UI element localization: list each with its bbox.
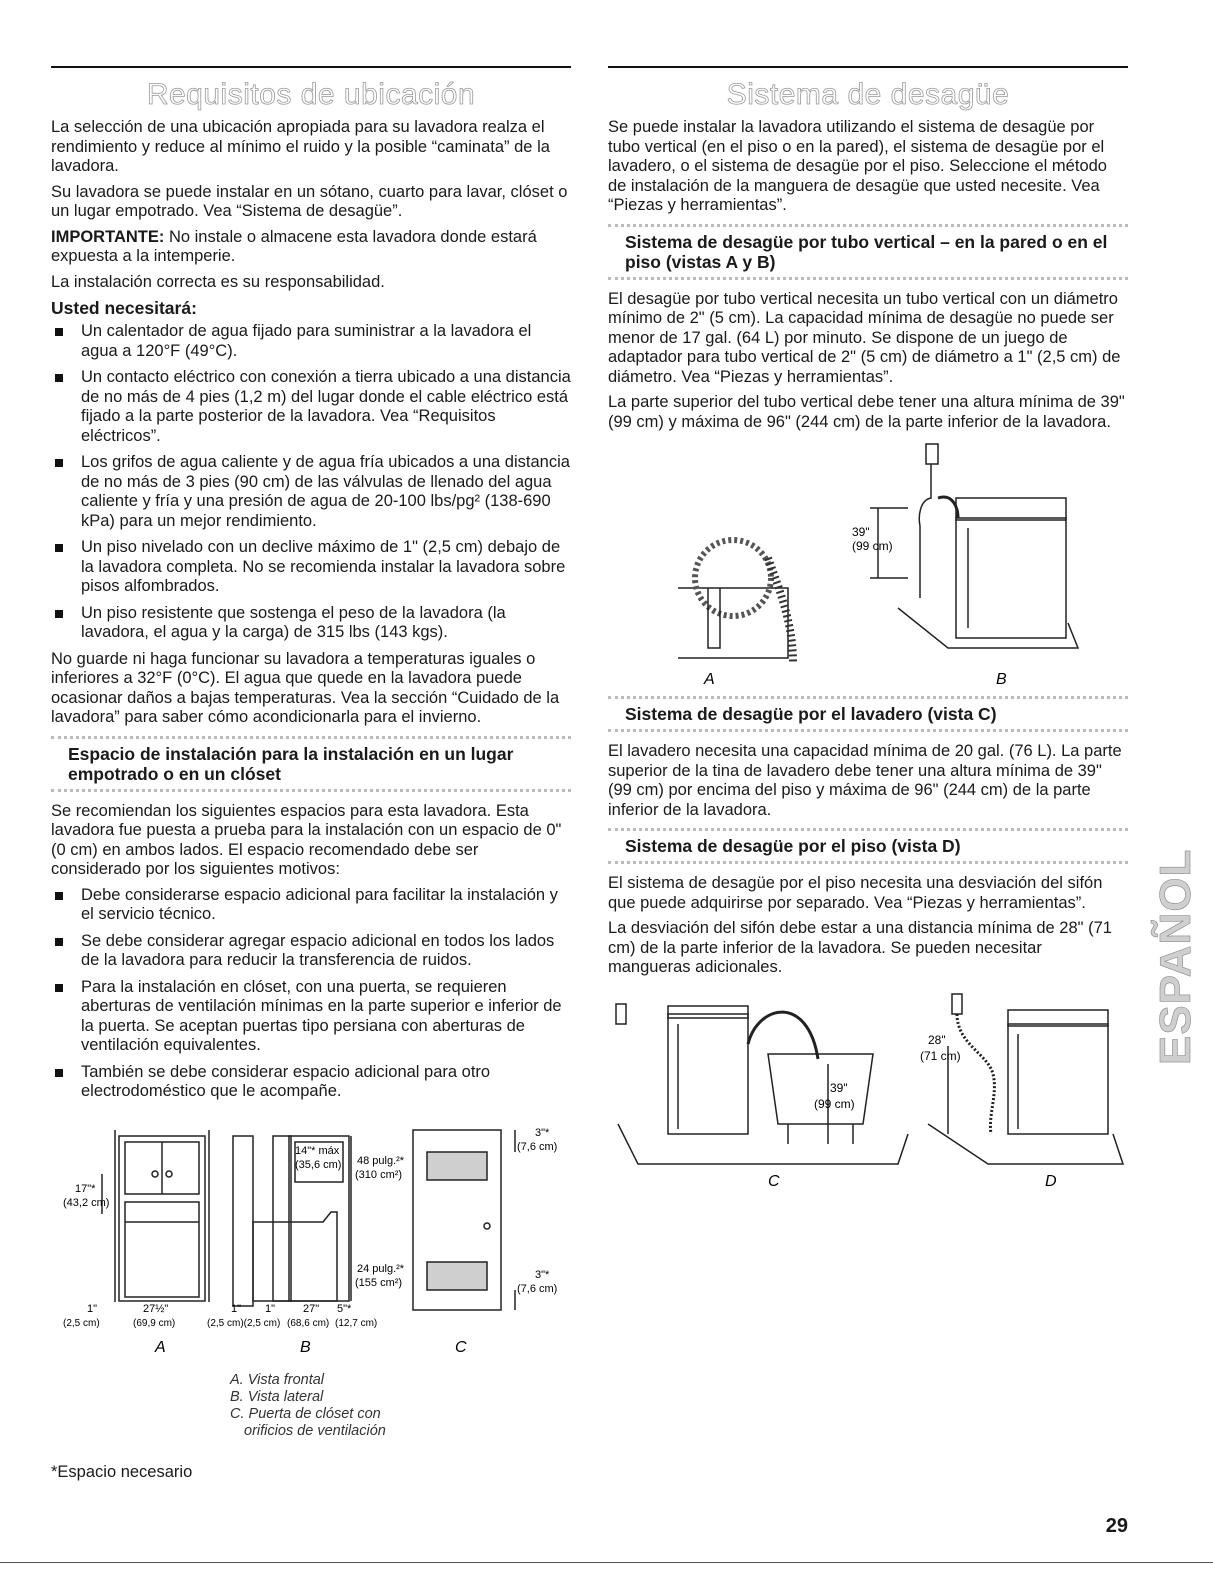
fig-caption-c: C bbox=[455, 1339, 467, 1356]
floor-text-2: La desviación del sifón debe estar a una distancia mínima de 28" (71 cm) de la parte inferior de la lavadora. Se pueden necesitar mangueras adicionales. bbox=[608, 919, 1112, 976]
bullet-icon bbox=[55, 892, 63, 900]
recess-list bbox=[51, 886, 571, 1102]
dim-a-17cm: (43,2 cm) bbox=[63, 1197, 110, 1209]
bullet-icon bbox=[55, 1069, 63, 1077]
tub-heading-box bbox=[608, 696, 1128, 732]
closet-door-figure bbox=[413, 1130, 515, 1310]
bullet-icon bbox=[55, 938, 63, 946]
dim-c-3bcm: (7,6 cm) bbox=[517, 1283, 558, 1295]
dim-b-27cm: (68,6 cm) bbox=[287, 1318, 330, 1329]
dim-b-5: 5"* bbox=[337, 1303, 352, 1315]
language-tab-label: ESPAÑOL bbox=[1151, 848, 1200, 1065]
legend-c: C. Puerta de clóset con bbox=[230, 1406, 381, 1422]
standpipe-text-2: La parte superior del tubo vertical debe tener una altura mínima de 39" (99 cm) y máxima de 96" (244 cm) de la parte inferior de la lavadora. bbox=[608, 393, 1125, 431]
dim-b-24: 24 pulg.²* bbox=[357, 1263, 405, 1275]
standpipe-diagram bbox=[608, 438, 1128, 688]
need-heading: Usted necesitará: bbox=[51, 298, 197, 318]
important-note bbox=[51, 228, 571, 267]
bullet-icon bbox=[55, 984, 63, 992]
standpipe-heading: Sistema de desagüe por tubo vertical – en la pared o en el piso (vistas A y B) bbox=[625, 231, 1108, 272]
dim-b-5cm: (12,7 cm) bbox=[335, 1318, 378, 1329]
standpipe-view-b bbox=[870, 444, 1078, 648]
fig-caption-b: B bbox=[300, 1339, 311, 1356]
tub-heading: Sistema de desagüe por el lavadero (vista C) bbox=[625, 704, 997, 724]
list-item: También se debe considerar espacio adicional para otro electrodoméstico que le acompañe. bbox=[51, 1063, 571, 1102]
tub-height-cm: (99 cm) bbox=[814, 1096, 855, 1111]
right-column bbox=[608, 66, 1128, 1194]
bullet-icon bbox=[55, 374, 63, 382]
section-title-location: Requisitos de ubicación bbox=[146, 78, 476, 111]
fig-caption-d: D bbox=[1045, 1172, 1057, 1190]
tub-height: 39" bbox=[830, 1080, 848, 1095]
dim-c-3b: 3"* bbox=[535, 1269, 550, 1281]
dim-a-1cm: (2,5 cm) bbox=[63, 1318, 100, 1329]
list-item: Un piso resistente que sostenga el peso de la lavadora (la lavadora, el agua y la carga) de 315 lbs (143 kgs). bbox=[51, 604, 571, 643]
list-item: Los grifos de agua caliente y de agua fría ubicados a una distancia de no más de 3 pies (90 cm) de las válvulas de llenado del agua caliente y fría y una presión de agua de 20-100 lbs/pg² (138-690 kPa) para un mejor rendimiento. bbox=[51, 453, 571, 531]
dim-b-1cm: (2,5 cm)(2,5 cm) bbox=[207, 1318, 281, 1329]
bullet-icon bbox=[55, 459, 63, 467]
standpipe-text-1: El desagüe por tubo vertical necesita un tubo vertical con un diámetro mínimo de 2" (5 cm). La capacidad mínima de desagüe no puede ser menor de 17 gal. (64 L) por minuto. Se dispone de un juego de adaptador para tubo vertical de 2" (5 cm) de diámetro a 1" (2,5 cm) de diámetro. Vea “Piezas y herramientas”. bbox=[608, 289, 1121, 386]
legend-b: B. Vista lateral bbox=[230, 1389, 324, 1405]
drain-intro: Se puede instalar la lavadora utilizando el sistema de desagüe por tubo vertical (en el piso o en la pared), el sistema de desagüe por el lavadero, o el sistema de desagüe por el piso. Seleccione el método de instalación de la manguera de desagüe que usted necesite. Vea “Piezas y herramientas”. bbox=[608, 118, 1107, 214]
list-item: Se debe considerar agregar espacio adicional en todos los lados de la lavadora para reducir la transferencia de ruidos. bbox=[51, 932, 571, 971]
floor-text-1: El sistema de desagüe por el piso necesita una desviación del sifón que puede adquirirse por separado. Vea “Piezas y herramientas”. bbox=[608, 874, 1103, 912]
fig-caption-c: C bbox=[768, 1172, 780, 1190]
dim-c-3acm: (7,6 cm) bbox=[517, 1141, 558, 1153]
left-column bbox=[51, 66, 571, 1109]
front-view-figure bbox=[102, 1130, 209, 1302]
fig-caption-a: A bbox=[704, 671, 715, 688]
trap-height: 28" bbox=[928, 1032, 946, 1047]
dim-b-27: 27" bbox=[303, 1303, 320, 1315]
list-item: Un piso nivelado con un declive máximo de 1" (2,5 cm) debajo de la lavadora completa. No se recomienda instalar la lavadora sobre pisos alfombrados. bbox=[51, 538, 571, 597]
fig-caption-a: A bbox=[155, 1339, 166, 1356]
dim-b-48cm: (310 cm²) bbox=[355, 1169, 403, 1181]
tub-view-c bbox=[616, 1004, 908, 1164]
dim-a-17: 17"* bbox=[75, 1183, 96, 1195]
clearance-diagram bbox=[55, 1122, 575, 1360]
dim-a-1: 1" bbox=[87, 1303, 98, 1315]
language-side-tab bbox=[1150, 800, 1210, 1070]
list-item: Un contacto eléctrico con conexión a tierra ubicado a una distancia de no más de 4 pies (1,2 m) del lugar donde el cable eléctrico está fijado a la parte posterior de la lavadora. Vea “Requisitos eléctricos”. bbox=[51, 368, 571, 446]
dim-b-24cm: (155 cm²) bbox=[355, 1277, 403, 1289]
dim-b-1b: 1" bbox=[265, 1303, 276, 1315]
figure-legend bbox=[230, 1372, 386, 1440]
standpipe-heading-box bbox=[608, 224, 1128, 280]
dim-c-3a: 3"* bbox=[535, 1127, 550, 1139]
important-text: No instale o almacene esta lavadora donde estará expuesta a la intemperie. bbox=[51, 227, 537, 265]
floor-view-d bbox=[928, 994, 1123, 1164]
dim-b-1a: 1" bbox=[231, 1303, 242, 1315]
tub-text: El lavadero necesita una capacidad mínima de 20 gal. (76 L). La parte superior de la tina de lavadero debe tener una altura mínima de 39" (99 cm) por encima del piso y máxima de 96" (244 cm) de la parte inferior de la lavadora. bbox=[608, 742, 1122, 819]
section-title-drain: Sistema de desagüe bbox=[726, 78, 1010, 111]
freeze-note: No guarde ni haga funcionar su lavadora a temperaturas iguales o inferiores a 32°F (0°C). El agua que quede en la lavadora puede ocasionar daños a bajas temperaturas. Vea la sección “Cuidado de la lavadora” para saber cómo acondicionarla para el invierno. bbox=[51, 649, 560, 726]
floor-heading-box bbox=[608, 828, 1128, 864]
intro-paragraph-2: Su lavadora se puede instalar en un sótano, cuarto para lavar, clóset o un lugar empotrado. Vea “Sistema de desagüe”. bbox=[51, 182, 568, 220]
list-item: Debe considerarse espacio adicional para facilitar la instalación y el servicio técnico. bbox=[51, 886, 571, 925]
standpipe-height: 39" bbox=[852, 525, 870, 539]
footnote: *Espacio necesario bbox=[51, 1463, 193, 1481]
list-item: Para la instalación en clóset, con una puerta, se requieren aberturas de ventilación mínimas en la parte superior e inferior de la puerta. Se aceptan puertas tipo persiana con aberturas de ventilación equivalentes. bbox=[51, 978, 571, 1056]
standpipe-view-a bbox=[678, 540, 793, 663]
responsibility-note: La instalación correcta es su responsabilidad. bbox=[51, 272, 385, 291]
dim-a-27: 27½" bbox=[143, 1303, 169, 1315]
recess-intro: Se recomiendan los siguientes espacios para esta lavadora. Esta lavadora fue puesta a prueba para la instalación con un espacio de 0" (0 cm) en ambos lados. El espacio recomendado debe ser considerado por los siguientes motivos: bbox=[51, 801, 562, 878]
standpipe-height-cm: (99 cm) bbox=[852, 539, 893, 553]
recess-heading: Espacio de instalación para la instalación en un lugar empotrado o en un clóset bbox=[68, 743, 514, 784]
bottom-rule bbox=[0, 1562, 1213, 1563]
bullet-icon bbox=[55, 610, 63, 618]
dim-b-48: 48 pulg.²* bbox=[357, 1155, 405, 1167]
dim-a-27cm: (69,9 cm) bbox=[133, 1318, 176, 1329]
page-number: 29 bbox=[1105, 1515, 1128, 1537]
bullet-icon bbox=[55, 544, 63, 552]
important-label: IMPORTANTE: bbox=[51, 227, 165, 246]
intro-paragraph-1: La selección de una ubicación apropiada para su lavadora realza el rendimiento y reduce al mínimo el ruido y la posible “caminata” de la lavadora. bbox=[51, 118, 550, 175]
dim-b-14cm: (35,6 cm) bbox=[295, 1159, 342, 1171]
list-item: Un calentador de agua fijado para suministrar a la lavadora el agua a 120°F (49°C). bbox=[51, 322, 571, 361]
floor-heading: Sistema de desagüe por el piso (vista D) bbox=[625, 836, 961, 856]
bullet-icon bbox=[55, 328, 63, 336]
fig-caption-b: B bbox=[996, 671, 1007, 688]
tub-floor-diagram bbox=[608, 984, 1128, 1194]
need-list bbox=[51, 322, 571, 643]
trap-height-cm: (71 cm) bbox=[920, 1048, 961, 1063]
recess-heading-box bbox=[51, 736, 571, 792]
legend-a: A. Vista frontal bbox=[230, 1372, 325, 1388]
dim-b-14: 14"* máx bbox=[295, 1145, 340, 1157]
legend-c-cont: orificios de ventilación bbox=[244, 1423, 386, 1439]
